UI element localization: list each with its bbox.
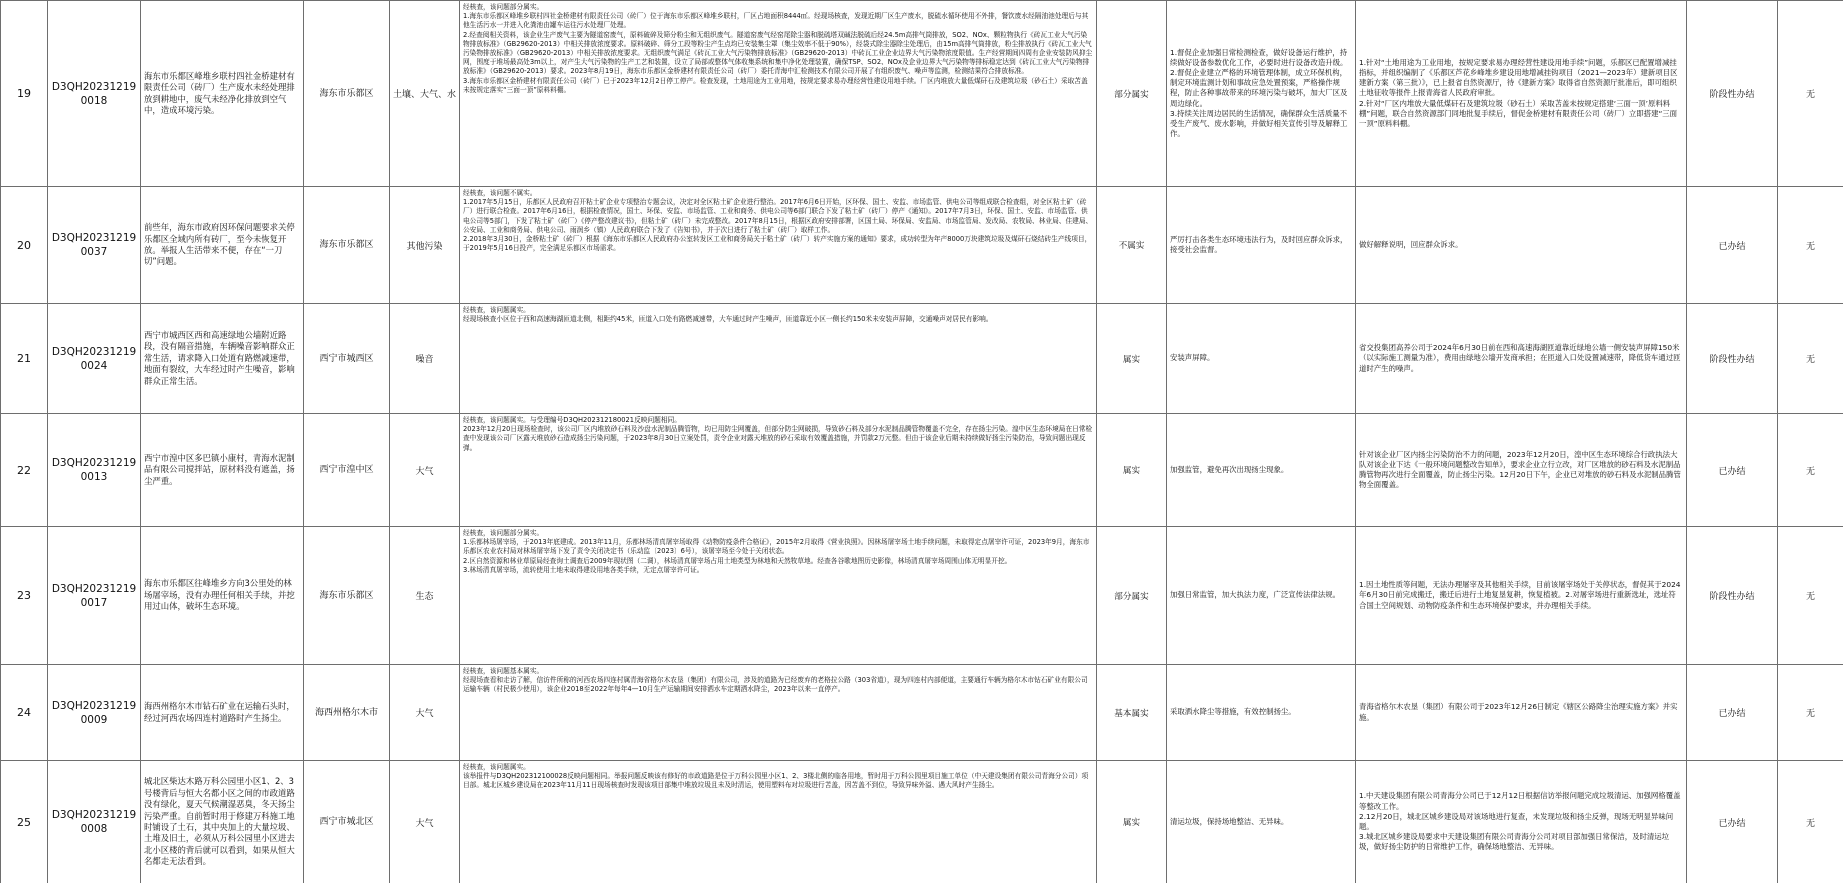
cell-type: 噪音 (390, 304, 460, 414)
cell-findings: 经核查，该问题不属实。 1.2017年5月15日，乐都区人民政府召开粘土矿企业专项整治专题会议，决定对全区粘土矿企业进行整治。2017年6月6日开始，区环保、国土、安监、市场监管、供电公司等组成联合检查组，对全区粘土矿（砖厂）进行联合检查。2017年6月16日，根据检查情况，国土、环保、安监、市场监管、工业和商务、供电公司等6部门联合下发了粘土矿（砖厂）停产《通知》。2017年7月3日，环保、国土、安监、市场监管、供电公司等5部门，下发了粘土矿（砖厂）《停产整改建议书》，但粘土矿（砖厂）未完成整改。2017年8月15日，根据区政府安排部署，区国土局、环保局、安监局、市场监管局、发改局、农牧局、林业局、住建局、公安局、工业和商务局、供电公司、雨润乡（镇）人民政府联合下发了《告知书》，并于次日进行了粘土矿（砖厂）取样工作。 2.2018年3月30日，金桥粘土矿（砖厂）根据《海东市乐都区人民政府办公室转发区工业和商务局关于粘土矿（砖厂）转产实施方案的通知》要求，成功转型为年产8000万块建筑垃圾及煤矸石烧结砖生产线项目，于2019年5月16日投产，完全满足乐都区市场需求。 (460, 187, 1097, 304)
cell-accountability: 无 (1778, 527, 1843, 665)
cell-type: 大气 (390, 414, 460, 527)
cell-complaint: 海东市乐都区往峰堆乡方向3公里处的林场屠宰场，没有办理任何相关手续，并挖用过山体，破坏生态环境。 (141, 527, 304, 665)
cell-findings: 经核查，该问题基本属实。 经现场查看和走访了解，信访件所称的河西农场四连村属青海省格尔木农垦（集团）有限公司，涉及的道路为已经废弃的老格拉公路（303省道），现为四连村内部便道，主要通行车辆为格尔木市钻石矿业有限公司运输车辆（村民极少使用），该企业2018至2022年每年4—10月生产运输期间安排洒水车定期洒水降尘，2023年以来一直停产。 (460, 665, 1097, 761)
cell-status: 已办结 (1687, 187, 1778, 304)
cell-findings: 经核查，该问题属实。 该举报件与D3QH202312100028反映问题相同。举报问题反映该有修好的市政道路是位于万科公园里小区1、2、3楼北侧的临各用地，暂时用于万科公园里项目施工单位（中天建设集团有限公司青海分公司）项目部。城北区城乡建设局在2023年11月11日现场核查时发现该项目部集中堆放垃圾且未及时清运，使用塑料布对垃圾进行苫盖，因苫盖不到位，导致异味外溢、遇大风时产生扬尘。 (460, 761, 1097, 883)
cell-findings: 经核查，该问题部分属实。 1.乐都林场屠宰场，于2013年底建成。2013年11月，乐都林场清真屠宰场取得《动物防疫条件合格证》，2015年2月取得《营业执照》。因林场屠宰场土地手续问题，未取得定点屠宰许可证，2023年9月，海东市乐都区农业农村局对林场屠宰场下发了责令关闭决定书（乐动监〔2023〕6号），该屠宰场至今处于关闭状态。 2.区自然资源和林业草原局经查询土调查后2009年现状图（二调），林场清真屠宰场占用土地类型为林地和天然牧草地。经查各谷歌地图历史影像，林场清真屠宰场周围山体无明显开挖。 3.林场清真屠宰场，流转使用土地未取得建设用地各类手续，无定点屠宰许可证。 (460, 527, 1097, 665)
cell-verdict: 属实 (1097, 304, 1167, 414)
cell-region: 海东市乐都区 (304, 1, 390, 187)
cell-findings: 经核查，该问题属实。 经现场核查小区位于西和高速海湖匝道北侧，相距约45米，匝道入口处有路燃减速带，大车通过时产生噪声，匝道靠近小区一侧长约150米未安装声屏障，交通噪声对居民有影响。 (460, 304, 1097, 414)
cell-accountability: 无 (1778, 304, 1843, 414)
cell-complaint: 西宁市城西区西和高速绿地公墙附近路段，没有隔音措施，车辆噪音影响群众正常生活，请求降入口处道有路燃减速带，地面有裂纹，大车经过时产生噪音，影响群众正常生活。 (141, 304, 304, 414)
cell-rectification: 针对该企业厂区内扬尘污染防治不力的问题，2023年12月20日，湟中区生态环境综合行政执法大队对该企业下达《一般环境问题整改告知单》，要求企业立行立改，对厂区堆放的砂石料及水泥制品腾管物再次进行全面覆盖，防止扬尘污染。12月20日下午，企业已对堆放的砂石料及水泥制品腾管物全面覆盖。 (1356, 414, 1687, 527)
cell-measures: 安装声屏障。 (1167, 304, 1356, 414)
cell-accountability: 无 (1778, 187, 1843, 304)
cell-type: 土壤、大气、水 (390, 1, 460, 187)
cell-rectification: 省交投集团高养公司于2024年6月30日前在西和高速海湖匝道靠近绿地公墙一侧安装声屏障150米（以实际施工测量为准），费用由绿地公墙开发商承担；在匝道入口处设置减速带，降低货车通过匝道时产生的噪声。 (1356, 304, 1687, 414)
cell-verdict: 基本属实 (1097, 665, 1167, 761)
cell-seq: 24 (1, 665, 48, 761)
cell-seq: 21 (1, 304, 48, 414)
cell-findings: 经核查，该问题属实。与受理编号D3QH202312180021反映问题相同。 2023年12月20日现场检查时，该公司厂区内堆放砂石料及沙盘水泥制品腾管物，均已用防尘网覆盖，但部分防尘网破损，导致砂石料及部分水泥制品腾管物覆盖不完全，存在扬尘污染。湟中区生态环境局在日常检查中发现该公司厂区露天堆放砂石造成扬尘污染问题，于2023年8月30日立案处罚，责令企业对露天堆放的砂石采取有效覆盖措施，并罚款2万元整。但由于该企业后期未持续做好扬尘污染防治，导致问题出现反弹。 (460, 414, 1097, 527)
cell-verdict: 属实 (1097, 761, 1167, 883)
cell-seq: 22 (1, 414, 48, 527)
cell-code: D3QH202312190008 (48, 761, 141, 883)
cell-complaint: 前些年，海东市政府因环保问题要求关停乐都区全域内所有砖厂，至今未恢复开放。举报人生活带来不便，存在“一刀切”问题。 (141, 187, 304, 304)
cell-measures: 清运垃圾，保持场地整洁、无异味。 (1167, 761, 1356, 883)
cell-region: 西宁市湟中区 (304, 414, 390, 527)
cell-code: D3QH202312190013 (48, 414, 141, 527)
cell-status: 已办结 (1687, 665, 1778, 761)
cell-complaint: 西宁市湟中区多巴镇小康村，青海水泥制品有限公司搅拌站，原材料没有遮盖，扬尘严重。 (141, 414, 304, 527)
cell-type: 生态 (390, 527, 460, 665)
cell-accountability: 无 (1778, 1, 1843, 187)
cell-status: 阶段性办结 (1687, 1, 1778, 187)
cell-code: D3QH202312190017 (48, 527, 141, 665)
cell-rectification: 1.因土地性质等问题，无法办理屠宰及其他相关手续，目前该屠宰场处于关停状态，督促其于2024年6月30日前完成搬迁，搬迁后进行土地复垦复耕，恢复植被。2.对屠宰场进行重新选址，选址符合国土空间规划、动物防疫条件和生态环境保护要求，并办理相关手续。 (1356, 527, 1687, 665)
table-row (1, 414, 1843, 527)
cell-seq: 20 (1, 187, 48, 304)
cell-status: 已办结 (1687, 414, 1778, 527)
cell-verdict: 部分属实 (1097, 1, 1167, 187)
cell-type: 大气 (390, 761, 460, 883)
cell-accountability: 无 (1778, 665, 1843, 761)
cell-measures: 1.督促企业加强日常检测检查，做好设备运行维护，持续做好设备参数优化工作，必要时进行设备改造升级。 2.督促企业建立严格的环境管理体制，成立环保机构，制定环境监测计划和事故应急处置预案，严格操作规程，防止各种事故带来的环境污染与破坏，加大厂区及周边绿化。 3.持续关注周边居民的生活情况，确保群众生活质量不受生产废气、废水影响，并做好相关宣传引导及解释工作。 (1167, 1, 1356, 187)
cell-complaint: 海西州格尔木市钻石矿业在运输石头时，经过河西农场四连村道路时产生扬尘。 (141, 665, 304, 761)
cell-measures: 采取洒水降尘等措施，有效控制扬尘。 (1167, 665, 1356, 761)
cell-region: 海西州格尔木市 (304, 665, 390, 761)
cell-accountability: 无 (1778, 761, 1843, 883)
cell-status: 阶段性办结 (1687, 527, 1778, 665)
cell-region: 海东市乐都区 (304, 527, 390, 665)
cell-rectification: 1.中天建设集团有限公司青海分公司已于12月12日根据信访举报问题完成垃圾清运、加强网格覆盖等整改工作。 2.12月20日，城北区城乡建设局对该场地进行复查，未发现垃圾和扬尘反弹，现场无明显异味问题。 3.城北区城乡建设局要求中天建设集团有限公司青海分公司对项目部加强日常保洁，及时清运垃圾，做好扬尘防护的日常维护工作，确保场地整洁、无异味。 (1356, 761, 1687, 883)
cell-accountability: 无 (1778, 414, 1843, 527)
table-row (1, 187, 1843, 304)
cell-verdict: 不属实 (1097, 187, 1167, 304)
cell-region: 海东市乐都区 (304, 187, 390, 304)
cell-code: D3QH202312190024 (48, 304, 141, 414)
cell-seq: 25 (1, 761, 48, 883)
cell-verdict: 部分属实 (1097, 527, 1167, 665)
cell-status: 阶段性办结 (1687, 304, 1778, 414)
cell-seq: 23 (1, 527, 48, 665)
cell-type: 其他污染 (390, 187, 460, 304)
cell-complaint: 城北区柴达木路万科公园里小区1、2、3号楼背后与恒大名都小区之间的市政道路没有绿化，夏天气候潮湿恶臭，冬天扬尘污染严重。自前暂时用于修建万科施工地时铺设了土石，其中央加上的大量垃圾、土堆及旧土，必须从万科公园里小区进去北小区楼的背后就可以看到，如果从恒大名都走无法看到。 (141, 761, 304, 883)
cell-code: D3QH202312190037 (48, 187, 141, 304)
table-row (1, 761, 1843, 883)
cell-verdict: 属实 (1097, 414, 1167, 527)
cell-findings: 经核查，该问题部分属实。 1.海东市乐都区峰堆乡联村四社金桥建材有限责任公司（砖厂）位于海东市乐都区峰堆乡联村，厂区占地面积8444㎡。经现场核查，发现近期厂区生产废水，脱硫水循环使用不外排，餐饮废水经隔油池处理后与其他生活污水一并进入化粪池由罐车运往污水处理厂处理。 2.经查阅相关资料，该企业生产废气主要为隧道窑废气，原料破碎及筛分粉尘和无组织废气。隧道窑废气经窑尾除尘器和脱硫塔双碱法脱硫后经24.5m高排气筒排放，SO2、NOx、颗粒物执行《砖瓦工业大气污染物排放标准》（GB29620-2013）中相关排放浓度要求。原料破碎、筛分工段等粉尘产生点均已安装集尘罩（集尘效率不低于90%），经袋式除尘器除尘处理后，由15m高排气筒排放，粉尘排放执行《砖瓦工业大气污染物排放标准》（GB29620-2013）中相关排放浓度要求。无组织废气满足《砖瓦工业大气污染物排放标准》（GB29620-2013）中砖瓦工业企业边界大气污染物浓度限值。生产经营期间四周有企业安装防风抑尘网，围度于堆场最高处3m以上，对产生大气污染物的生产工艺和装置，设立了局部或整体气体收集系统和集中净化处理装置，确保TSP、SO2、NOx及企业边界大气污染物等排标稳定达到《砖瓦工业大气污染物排放标准》（GB29620-2013）要求。2023年8月19日，海东市乐都区金桥建材有限责任公司（砖厂）委托青海中汇检测技术有限公司开展了有组织废气、噪声等监测，检测结果符合排放标准。 3.海东市乐都区金桥建材有限责任公司（砖厂）已于2023年12月2日停工停产。检查发现，土地用途为工业用地，按规定要求易办理经营性建设用地手续。厂区内堆放大量低煤矸石及建筑垃圾（砂石土）采取苫盖未按规定落实“三面一顶”原料料棚。 (460, 1, 1097, 187)
table-row (1, 527, 1843, 665)
cell-seq: 19 (1, 1, 48, 187)
table-row (1, 665, 1843, 761)
cell-code: D3QH202312190018 (48, 1, 141, 187)
cell-region: 西宁市城北区 (304, 761, 390, 883)
table-row (1, 1, 1843, 187)
table-row (1, 304, 1843, 414)
cell-status: 已办结 (1687, 761, 1778, 883)
cell-measures: 加强监管，避免再次出现扬尘现象。 (1167, 414, 1356, 527)
cell-rectification: 1.针对“土地用途为工业用地，按规定要求易办理经营性建设用地手续”问题，乐都区已配置增减挂指标，并组织编制了《乐都区芦花乡峰堆乡建设用地增减挂钩项目（2021—2023年）建新项目区建新方案（第三批）》，已上报省自然资源厅，待《建新方案》取得省自然资源厅批准后，即可组织土地征收等报件上报青海省人民政府审批。 2.针对“厂区内堆放大量低煤矸石及建筑垃圾（砂石土）采取苫盖未按规定搭建‘三面一顶’原料料棚”问题，联合自然资源部门同地批复手续后，督促金桥建材有限责任公司（砖厂）立即搭建“三面一顶”原料料棚。 (1356, 1, 1687, 187)
cell-rectification: 青海省格尔木农垦（集团）有限公司于2023年12月26日制定《辖区公路降尘治理实施方案》并实施。 (1356, 665, 1687, 761)
cell-region: 西宁市城西区 (304, 304, 390, 414)
cell-measures: 严厉打击各类生态环境违法行为，及时回应群众诉求，接受社会监督。 (1167, 187, 1356, 304)
cell-rectification: 做好解释说明，回应群众诉求。 (1356, 187, 1687, 304)
cell-type: 大气 (390, 665, 460, 761)
cell-complaint: 海东市乐都区峰堆乡联村四社金桥建材有限责任公司（砖厂）生产废水未经处理排放到耕地中，废气未经净化排放到空气中，造成环境污染。 (141, 1, 304, 187)
cell-measures: 加强日常监管，加大执法力度，广泛宣传法律法规。 (1167, 527, 1356, 665)
cell-code: D3QH202312190009 (48, 665, 141, 761)
